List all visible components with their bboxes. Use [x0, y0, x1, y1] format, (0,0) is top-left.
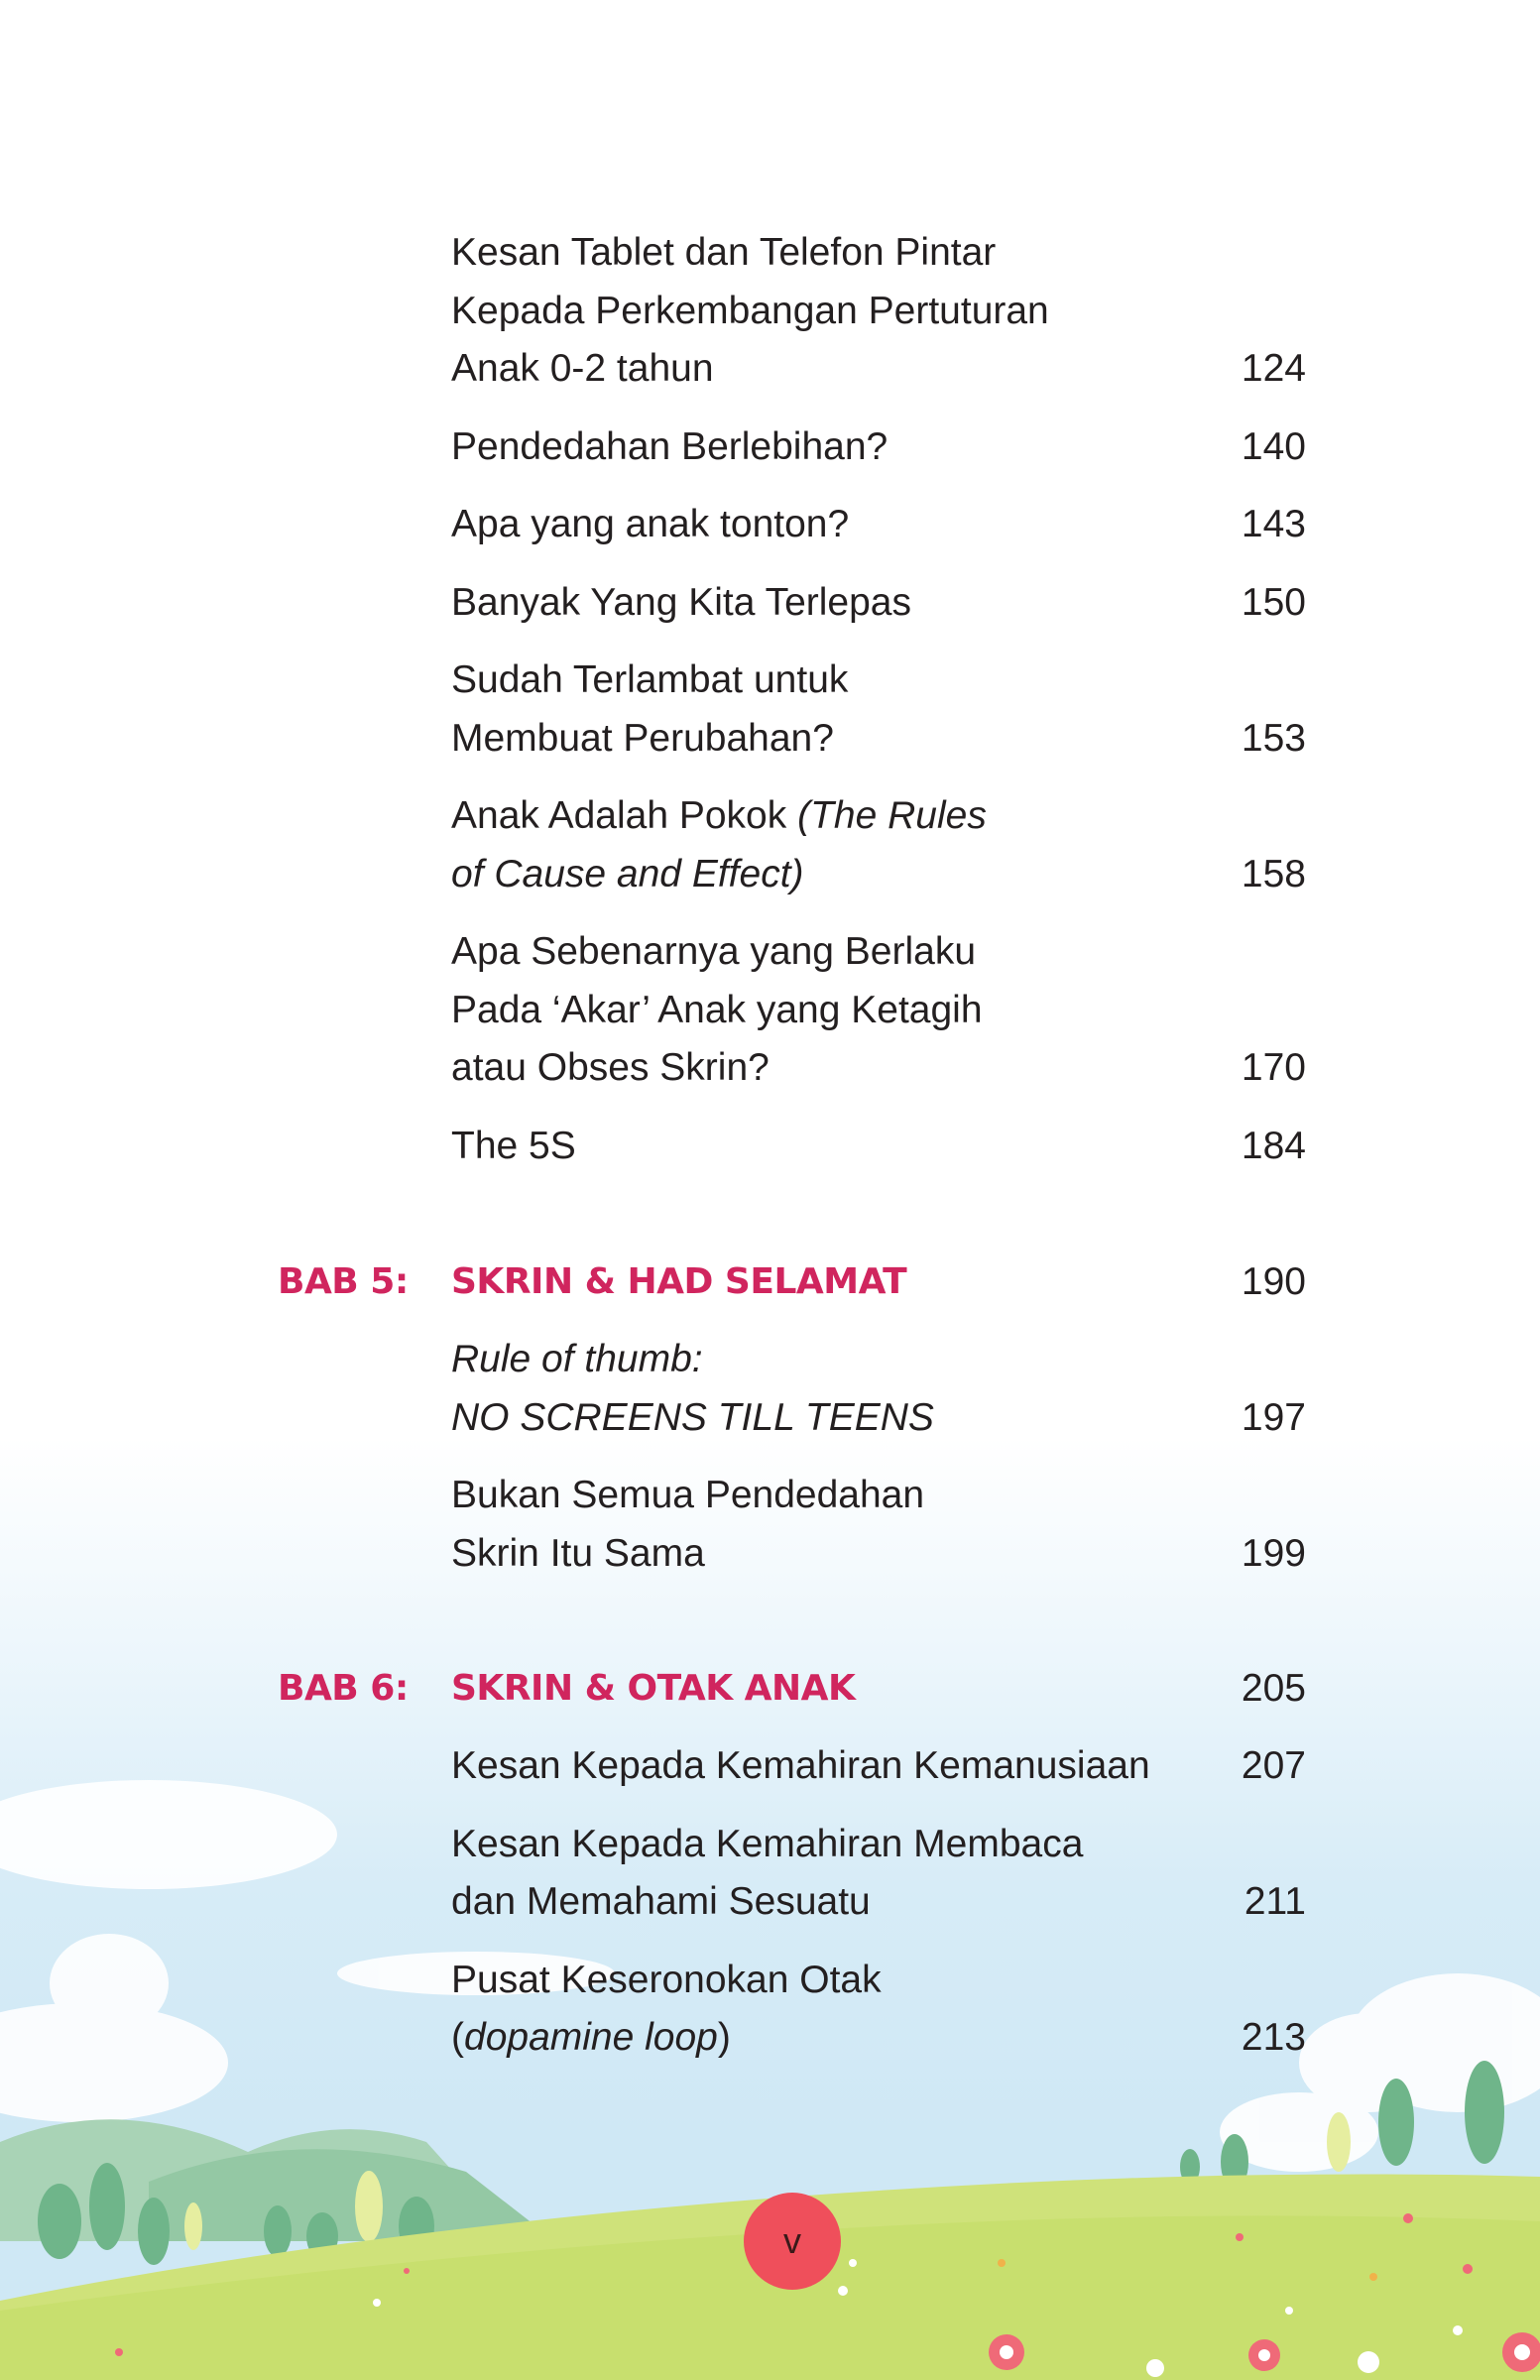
toc-entry	[451, 1118, 1306, 1176]
page-number-badge: v	[744, 2193, 841, 2290]
page-ref: 205	[1241, 1667, 1306, 1710]
entry-text: Kesan Kepada Kemahiran Kemanusiaan	[451, 1744, 1150, 1787]
page-ref: 124	[1241, 347, 1306, 390]
entry-text: Apa yang anak tonton?	[451, 503, 850, 545]
page-ref: 170	[1241, 1046, 1306, 1089]
entry-text: Kesan Kepada Kemahiran Membaca	[451, 1822, 1084, 1865]
page-ref: 211	[1244, 1880, 1306, 1923]
entry-text: )	[717, 2016, 731, 2059]
entry-title-line	[451, 1952, 1185, 2010]
entry-title-line	[451, 496, 1185, 554]
page-ref: 143	[1241, 503, 1306, 545]
toc-entry	[451, 652, 1306, 768]
toc-entry	[451, 1952, 1306, 2068]
entry-title	[451, 1467, 1185, 1583]
toc-entry	[451, 923, 1306, 1098]
entry-title-line	[451, 574, 1185, 633]
entry-title-line	[451, 652, 1185, 710]
page-ref: 213	[1241, 2016, 1306, 2059]
entry-text: (	[451, 2016, 464, 2059]
entry-text: Bukan Semua Pendedahan	[451, 1474, 925, 1516]
entry-text: Skrin Itu Sama	[451, 1531, 705, 1575]
entry-title-line	[451, 1331, 1185, 1389]
entry-text: dan Memahami Sesuatu	[451, 1880, 871, 1923]
entry-text: Rule of thumb:	[451, 1338, 703, 1380]
toc-entry	[451, 1467, 1306, 1583]
entry-title	[451, 224, 1185, 399]
entry-text: Apa Sebenarnya yang Berlaku	[451, 930, 977, 973]
entry-title-line	[451, 418, 1185, 477]
entry-title-line	[451, 1118, 1185, 1176]
toc-entry	[451, 1816, 1306, 1932]
entry-text: Sudah Terlambat untuk	[451, 658, 849, 701]
entry-title	[451, 923, 1185, 1098]
entry-title-line	[451, 710, 1185, 769]
toc-entry	[451, 224, 1306, 399]
chapter-title: SKRIN & HAD SELAMAT	[451, 1261, 907, 1302]
entry-title-line	[451, 1039, 1185, 1098]
chapter-title: SKRIN & OTAK ANAK	[451, 1668, 856, 1709]
entry-text: Kepada Perkembangan Pertuturan	[451, 289, 1049, 332]
page-ref: 197	[1241, 1395, 1306, 1439]
entry-text: Banyak Yang Kita Terlepas	[451, 580, 911, 624]
entry-title	[451, 1118, 1185, 1176]
page-ref: 153	[1241, 716, 1306, 760]
page-ref: 150	[1241, 580, 1306, 624]
toc-entry	[451, 418, 1306, 477]
entry-title-line	[451, 2009, 1185, 2068]
entry-text: Pendedahan Berlebihan?	[451, 424, 888, 468]
entry-title-line	[451, 1389, 1185, 1448]
entry-text: Anak Adalah Pokok	[451, 794, 798, 837]
entry-title	[451, 418, 1185, 477]
entry-text: of Cause and Effect)	[451, 852, 804, 895]
toc-entry	[451, 574, 1306, 633]
page-ref: 207	[1241, 1744, 1306, 1787]
chapter-number: BAB 5:	[278, 1261, 409, 1302]
entry-title-line	[451, 1467, 1185, 1525]
page-ref: 184	[1241, 1124, 1306, 1167]
entry-title-line	[451, 340, 1185, 399]
entry-text: Membuat Perubahan?	[451, 716, 834, 760]
entry-title	[451, 652, 1185, 768]
toc-entry	[451, 1737, 1306, 1796]
chapter-number: BAB 6:	[278, 1668, 409, 1709]
toc-entry	[451, 1331, 1306, 1447]
entry-title-line	[451, 1816, 1185, 1874]
entry-title	[451, 1737, 1185, 1796]
entry-text: atau Obses Skrin?	[451, 1046, 770, 1089]
entry-title-line	[451, 982, 1185, 1040]
entry-text: Anak 0-2 tahun	[451, 347, 714, 390]
entry-text: Kesan Tablet dan Telefon Pintar	[451, 231, 997, 274]
entry-text: The 5S	[451, 1124, 576, 1167]
entry-title-line	[451, 787, 1185, 846]
entry-text: NO SCREENS TILL TEENS	[451, 1395, 934, 1439]
page-ref: 158	[1241, 852, 1306, 895]
entry-title-line	[451, 923, 1185, 982]
entry-title-line	[451, 1737, 1185, 1796]
entry-title-line	[451, 1525, 1185, 1584]
entry-text: Pusat Keseronokan Otak	[451, 1958, 882, 2001]
entry-title-line	[451, 224, 1185, 283]
entry-text: dopamine loop	[464, 2016, 718, 2059]
entry-title	[451, 1331, 1185, 1447]
toc-entry	[451, 787, 1306, 903]
entry-title	[451, 574, 1185, 633]
entry-title	[451, 787, 1185, 903]
toc-entry	[451, 496, 1306, 554]
entry-title	[451, 496, 1185, 554]
page-ref: 140	[1241, 424, 1306, 468]
entry-title	[451, 1816, 1185, 1932]
entry-title-line	[451, 846, 1185, 904]
page-ref: 199	[1241, 1531, 1306, 1575]
entry-text: Pada ‘Akar’ Anak yang Ketagih	[451, 988, 983, 1031]
entry-title-line	[451, 1873, 1185, 1932]
entry-title	[451, 1952, 1185, 2068]
page-ref: 190	[1241, 1260, 1306, 1303]
entry-title-line	[451, 283, 1185, 341]
entry-text: (The Rules	[797, 794, 987, 837]
